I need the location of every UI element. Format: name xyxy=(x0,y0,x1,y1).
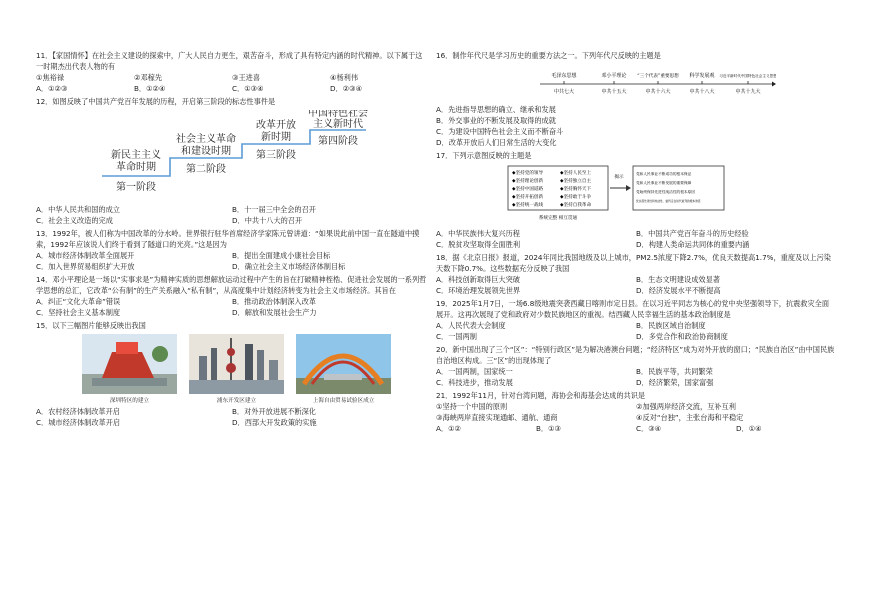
bottom-label: 中共十九大 xyxy=(735,89,761,95)
q18-option-d[interactable]: D．经济发展水平不断提高 xyxy=(636,286,721,295)
q16-stem: 16．制作年代尺是学习历史的重要方法之一。下列年代尺反映的主题是 xyxy=(436,51,661,60)
step-3-stage: 第三阶段 xyxy=(256,150,296,161)
q21-option-a[interactable]: A．①② xyxy=(436,424,461,433)
step-2-title1: 社会主义革命 xyxy=(176,134,236,145)
arrow-head xyxy=(626,185,631,191)
q16-options xyxy=(436,104,836,148)
caption-shenzhen: 深圳特区的建立 xyxy=(109,398,150,404)
q11-option-b[interactable]: B．①②④ xyxy=(134,84,166,93)
q11-options xyxy=(36,83,428,94)
bottom-label: 中共十八大 xyxy=(689,89,715,95)
top-label: 邓小平理论 xyxy=(601,73,627,79)
q15-options xyxy=(36,406,428,428)
q18-options xyxy=(436,274,836,296)
q11-statement: ④杨利伟 xyxy=(330,73,359,82)
q11-statement: ①焦裕禄 xyxy=(36,73,65,82)
q14-option-b[interactable]: B．推动政治体制深入改革 xyxy=(232,297,316,306)
caption-ftz: 上海自由贸易试验区成立 xyxy=(312,398,375,404)
q12-option-b[interactable]: B．十一届三中全会的召开 xyxy=(232,205,316,214)
q11-option-c[interactable]: C．①③④ xyxy=(232,84,264,93)
q13-option-c[interactable]: C．加入世界贸易组织扩大开放 xyxy=(36,262,135,271)
q13-options xyxy=(36,250,428,272)
party-experience-diagram xyxy=(506,164,726,222)
q20-option-b[interactable]: B．民族平等，共同繁荣 xyxy=(636,367,713,376)
question-14 xyxy=(36,274,428,318)
q19-option-d[interactable]: D．多党合作和政治协商制度 xyxy=(636,332,728,341)
right-item: 党永葆先进性和纯洁性、始终走在时代前列的根本途径 xyxy=(636,199,701,203)
q12-option-c[interactable]: C．社会主义改造的完成 xyxy=(36,216,113,225)
q21-statement: ④反对“台独”，主张台海和平稳定 xyxy=(636,413,744,422)
step-2-stage: 第二阶段 xyxy=(186,164,226,175)
q18-option-c[interactable]: C．环境治理发展领先世界 xyxy=(436,286,521,295)
party-history-staircase-diagram xyxy=(96,110,396,198)
q21-options xyxy=(436,423,836,434)
q14-option-d[interactable]: D．解放和发展社会生产力 xyxy=(232,308,317,317)
q11-statement: ②邓稼先 xyxy=(134,73,163,82)
q20-option-c[interactable]: C．科技进步，推动发展 xyxy=(436,378,513,387)
q21-option-d[interactable]: D．①④ xyxy=(736,424,762,433)
q13-stem: 13．1992年，被人们称为中国改革的分水岭。世界银行驻华首席经济学家陈元曾讲道：“如果说此前中国一直在隧道中摸索，1992年应该说人们终于看到了隧道口的光亮。”这是因为 xyxy=(36,229,420,249)
q21-option-c[interactable]: C．③④ xyxy=(636,424,662,433)
q14-options xyxy=(36,296,428,318)
q21-statement: ①坚持一个中国的原则 xyxy=(436,402,508,411)
q21-option-b[interactable]: B．①③ xyxy=(536,424,562,433)
q20-stem: 20．新中国出现了三个“区”：“特别行政区”是为解决港澳台问题；“经济特区”成为对外开放的窗口；“民族自治区”由中国民族自治地区构成。三“区”的出现体现了 xyxy=(436,345,835,365)
q16-option-c[interactable]: C．为建设中国特色社会主义而不断奋斗 xyxy=(436,127,564,136)
timeline-arrow xyxy=(772,82,776,87)
photo-pudong xyxy=(189,334,284,406)
left-item: ◆坚持胸怀天下 xyxy=(560,187,592,192)
q14-stem: 14．邓小平理论是一场以“实事求是”为精神实质的思想解放运动过程中产生的旨在打破精神桎梏、促进社会发展的一系列哲学思想的总汇，它改革“公有制”的生产关系融入“私有制”，从高度集中计划经济转变为社会主义市场经济。其旨在 xyxy=(36,275,427,295)
q11-statement: ③王进喜 xyxy=(232,73,261,82)
caption-pudong: 浦东开发区建立 xyxy=(216,398,257,404)
q11-option-a[interactable]: A．①②③ xyxy=(36,84,68,93)
step-3-title1: 改革开放 xyxy=(256,120,296,131)
top-label: “三个代表”重要思想 xyxy=(637,74,679,79)
q12-option-d[interactable]: D．中共十八大的召开 xyxy=(232,216,303,225)
top-label: 毛泽东思想 xyxy=(551,73,577,79)
question-18 xyxy=(436,252,836,296)
bottom-label: 系统完整 相互贯通 xyxy=(538,216,578,221)
question-21 xyxy=(436,390,836,434)
left-item: ◆坚持统一战线 xyxy=(512,203,544,208)
q19-options xyxy=(436,320,836,342)
step-1-title1: 新民主主义 xyxy=(111,150,161,161)
q16-option-b[interactable]: B．外交事业的不断发展及取得的成就 xyxy=(436,116,556,125)
question-13 xyxy=(36,228,428,272)
right-item: 党和人民事业不断成功的根本保证 xyxy=(636,172,692,176)
q11-statements xyxy=(36,72,428,83)
q21-statements xyxy=(436,401,836,423)
q14-option-c[interactable]: C．坚持社会主义基本制度 xyxy=(36,308,121,317)
top-label: 习近平新时代中国特色社会主义思想 xyxy=(719,74,776,78)
q18-option-b[interactable]: B．生态文明建设成效显著 xyxy=(636,275,720,284)
bottom-label: 中共十五大 xyxy=(601,89,627,95)
photo-ftz xyxy=(296,334,391,406)
right-column xyxy=(436,50,836,436)
q20-options xyxy=(436,366,836,388)
q18-stem: 18．据《北京日报》报道，2024年同比我国地级及以上城市，PM2.5浓度下降2.7%，优良天数提高1.7%，重度及以上污染天数下降0.7%。这些数据充分反映了我国 xyxy=(436,253,831,273)
q20-option-d[interactable]: D．经济繁荣，国家富强 xyxy=(636,378,714,387)
q12-stem: 12．如图反映了中国共产党百年发展的历程，开启第三阶段的标志性事件是 xyxy=(36,97,276,106)
step-2-title2: 和建设时期 xyxy=(181,146,231,157)
left-item: ◆坚持理论创新 xyxy=(512,179,544,184)
step-4-title1: 中国特色社会 xyxy=(308,110,368,119)
q20-option-a[interactable]: A．一国两制，国家统一 xyxy=(436,367,513,376)
step-4-title2: 主义新时代 xyxy=(313,119,363,130)
bottom-label: 中共七大 xyxy=(553,89,575,95)
q15-option-c[interactable]: C．城市经济体制改革开启 xyxy=(36,418,121,427)
q17-stem: 17．下列示意图反映的主题是 xyxy=(436,151,532,160)
shenzhen-monument-image xyxy=(82,334,177,394)
q21-statement: ③海峡两岸直接实现通邮、通航、通商 xyxy=(436,413,558,422)
question-11 xyxy=(36,50,428,94)
arrow-label: 揭示 xyxy=(614,175,624,180)
step-1-title2: 革命时期 xyxy=(116,162,156,173)
left-item: ◆坚持自我革命 xyxy=(560,203,592,208)
q13-option-a[interactable]: A．城市经济体制改革全面展开 xyxy=(36,251,135,260)
left-item: ◆坚持中国道路 xyxy=(512,187,544,192)
question-17 xyxy=(436,150,836,250)
left-item: ◆坚持敢于斗争 xyxy=(560,195,592,200)
q15-option-d[interactable]: D．西部大开发政策的实施 xyxy=(232,418,317,427)
q15-photos xyxy=(82,334,428,406)
q17-option-c[interactable]: C．脱贫攻坚取得全面胜利 xyxy=(436,240,521,249)
left-column xyxy=(36,50,428,430)
q19-option-a[interactable]: A．人民代表大会制度 xyxy=(436,321,506,330)
q14-option-a[interactable]: A．纠正“文化大革命”错误 xyxy=(36,297,121,306)
q15-option-a[interactable]: A．农村经济体制改革开启 xyxy=(36,407,120,416)
q15-option-b[interactable]: B．对外开放进展不断深化 xyxy=(232,407,316,416)
q19-option-c[interactable]: C．一国两制 xyxy=(436,332,477,341)
question-15 xyxy=(36,320,428,428)
q13-option-d[interactable]: D．确立社会主义市场经济体制目标 xyxy=(232,262,346,271)
q11-stem: 11．【家国情怀】在社会主义建设的探索中，广大人民自力更生，艰苦奋斗，形成了具有特定内涵的时代精神。以下属于这一时期杰出代表人物的有 xyxy=(36,51,423,71)
photo-shenzhen xyxy=(82,334,177,406)
right-item: 党始终保持先进性纯洁性的根本原因 xyxy=(636,190,695,194)
q12-option-a[interactable]: A．中华人民共和国的成立 xyxy=(36,205,120,214)
free-trade-zone-arch-image xyxy=(296,334,391,394)
left-item: ◆坚持开拓创新 xyxy=(512,195,544,200)
timeline-ruler xyxy=(536,64,776,98)
question-20 xyxy=(436,344,836,388)
q16-option-d[interactable]: D．改革开放后人们日常生活的大变化 xyxy=(436,138,557,147)
left-item: ◆坚持独立自主 xyxy=(560,179,592,184)
step-3-title2: 新时期 xyxy=(261,132,291,143)
q11-option-d[interactable]: D．②③④ xyxy=(330,84,363,93)
right-item: 党和人民事业不断发展的重要保障 xyxy=(636,181,692,185)
q16-option-a[interactable]: A．先进指导思想的确立、继承和发展 xyxy=(436,105,556,114)
q13-option-b[interactable]: B．提出全面建成小康社会目标 xyxy=(232,251,331,260)
q17-option-a[interactable]: A．中华民族伟大复兴历程 xyxy=(436,229,520,238)
q21-stem: 21．1992年11月，针对台湾问题，海协会和海基会达成的共识是 xyxy=(436,391,646,400)
q17-option-b[interactable]: B．中国共产党百年奋斗的历史经验 xyxy=(636,229,749,238)
q12-options xyxy=(36,204,428,226)
pudong-skyline-image xyxy=(189,334,284,394)
q15-stem: 15．以下三幅图片能够反映出我国 xyxy=(36,321,146,330)
q17-options xyxy=(436,228,836,250)
step-1-stage: 第一阶段 xyxy=(116,182,156,193)
left-item: ◆坚持人民至上 xyxy=(560,171,592,176)
q19-option-b[interactable]: B．民族区域自治制度 xyxy=(636,321,706,330)
question-19 xyxy=(436,298,836,342)
q17-option-d[interactable]: D．构建人类命运共同体的重要内涵 xyxy=(636,240,750,249)
q19-stem: 19．2025年1月7日，一场6.8级地震突袭西藏日喀则市定日县。在以习近平同志为核心的党中央坚强领导下，抗震救灾全面展开。这再次展现了党和政府对少数民族地区的重视。结西藏人民幸福生活的基本政治制度是 xyxy=(436,299,830,319)
q21-statement: ②加强两岸经济交流，互补互利 xyxy=(636,402,736,411)
step-4-stage: 第四阶段 xyxy=(318,136,358,147)
top-label: 科学发展观 xyxy=(689,73,715,79)
q18-option-a[interactable]: A．科技创新取得巨大突破 xyxy=(436,275,520,284)
bottom-label: 中共十六大 xyxy=(645,89,671,95)
left-item: ◆坚持党的领导 xyxy=(512,171,544,176)
question-12 xyxy=(36,96,428,226)
question-16 xyxy=(436,50,836,148)
